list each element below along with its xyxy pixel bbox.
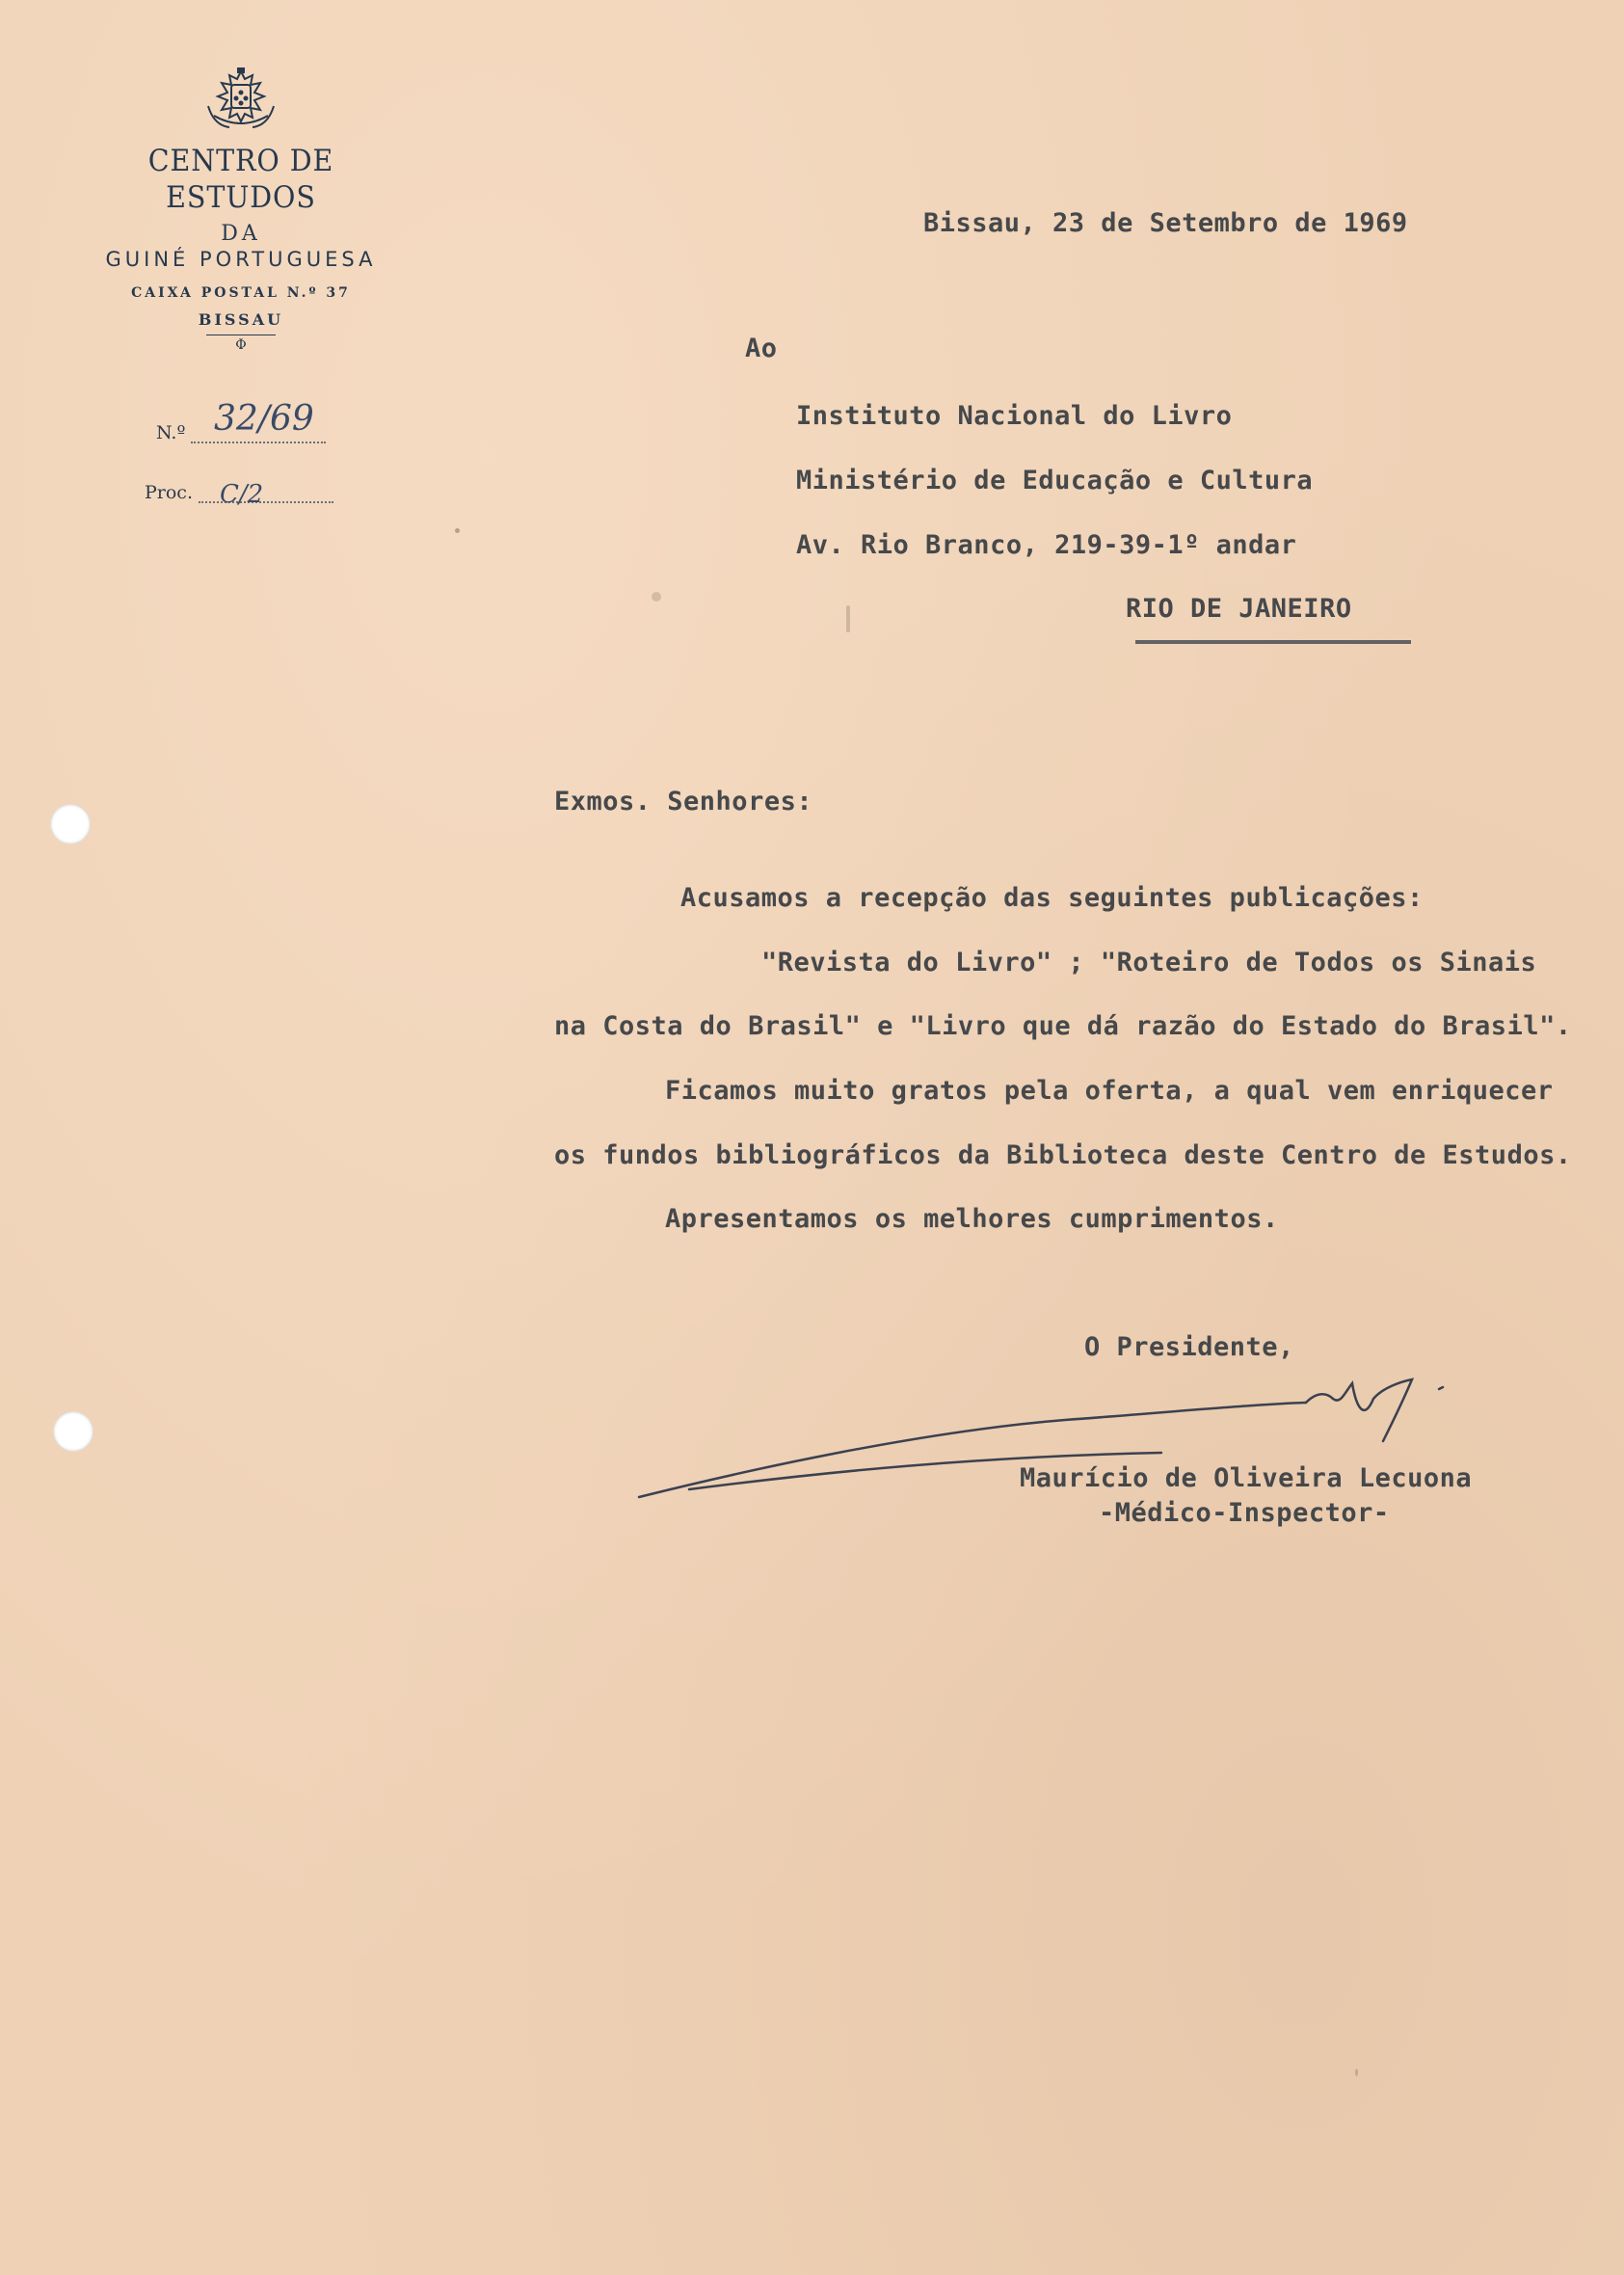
closing: O Presidente, xyxy=(1084,1332,1294,1362)
paper-speck xyxy=(455,528,460,533)
letterhead-city: BISSAU xyxy=(198,310,284,329)
salutation: Exmos. Senhores: xyxy=(554,787,813,816)
paper-speck xyxy=(846,605,850,632)
recipient-line-3: Av. Rio Branco, 219-39-1º andar xyxy=(796,530,1297,560)
coat-of-arms-icon xyxy=(195,67,287,137)
process-value: C/2 xyxy=(220,480,264,509)
paper-speck xyxy=(1355,2069,1358,2076)
recipient-city: RIO DE JANEIRO xyxy=(1126,594,1352,624)
body-line-4: Ficamos muito gratos pela oferta, a qual vem enriquecer xyxy=(665,1076,1554,1106)
process-label: Proc. xyxy=(145,482,193,503)
body-line-3: na Costa do Brasil" e "Livro que dá razão do Estado do Brasil". xyxy=(554,1011,1572,1041)
body-line-6: Apresentamos os melhores cumprimentos. xyxy=(665,1204,1279,1234)
recipient-line-1: Instituto Nacional do Livro xyxy=(796,401,1233,431)
institution-da: DA xyxy=(221,222,261,246)
signatory-name: Maurício de Oliveira Lecuona xyxy=(1020,1463,1473,1493)
postal-box: CAIXA POSTAL N.º 37 xyxy=(131,285,351,301)
body-line-2: "Revista do Livro" ; "Roteiro de Todos os Sinais xyxy=(761,948,1537,977)
punch-hole xyxy=(53,1411,93,1452)
paper-speck xyxy=(652,592,661,602)
recipient-city-underline xyxy=(1135,640,1411,644)
recipient-line-2: Ministério de Educação e Cultura xyxy=(796,466,1314,495)
body-line-5: os fundos bibliográficos da Biblioteca deste Centro de Estudos. xyxy=(554,1140,1572,1170)
body-line-1: Acusamos a recepção das seguintes publicações: xyxy=(680,883,1424,913)
signatory-title: -Médico-Inspector- xyxy=(1099,1498,1390,1528)
institution-name: CENTRO DE ESTUDOS xyxy=(147,144,334,215)
date-line: Bissau, 23 de Setembro de 1969 xyxy=(923,208,1408,238)
reference-number-value: 32/69 xyxy=(214,399,314,439)
letterhead xyxy=(58,67,424,353)
recipient-prefix: Ao xyxy=(745,334,778,363)
letterhead-mark: Φ xyxy=(235,337,247,353)
reference-number-label: N.º xyxy=(156,422,186,443)
punch-hole xyxy=(50,804,91,844)
institution-region: GUINÉ PORTUGUESA xyxy=(105,248,377,271)
